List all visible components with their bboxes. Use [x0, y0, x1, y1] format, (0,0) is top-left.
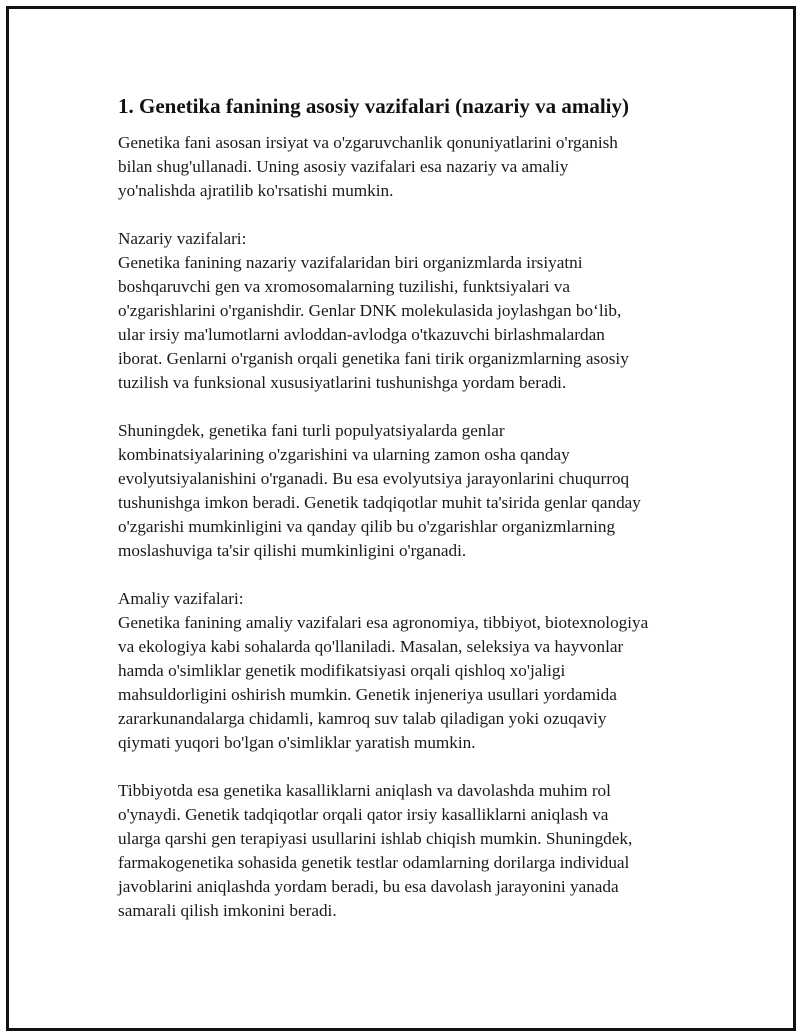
paragraph-theoretical-tasks — [118, 227, 698, 395]
text-line: tushunishga imkon beradi. Genetik tadqiqotlar muhit ta'sirida genlar qanday — [118, 493, 641, 512]
text-line: moslashuviga ta'sir qilishi mumkinligini o'rganadi. — [118, 541, 467, 560]
text-line: va ekologiya kabi sohalarda qo'llaniladi. Masalan, seleksiya va hayvonlar — [118, 637, 624, 656]
text-line: Genetika fanining nazariy vazifalaridan biri organizmlarda irsiyatni — [118, 253, 583, 272]
text-line: yo'nalishda ajratilib ko'rsatishi mumkin. — [118, 181, 394, 200]
text-line: qiymati yuqori bo'lgan o'simliklar yaratish mumkin. — [118, 733, 476, 752]
text-line: o'ynaydi. Genetik tadqiqotlar orqali qator irsiy kasalliklarni aniqlash va — [118, 805, 609, 824]
text-line: ular irsiy ma'lumotlarni avloddan-avlodga o'tkazuvchi birlashmalardan — [118, 325, 605, 344]
document-body — [118, 92, 698, 947]
text-line: o'zgarishlarini o'rganishdir. Genlar DNK molekulasida joylashgan bo‘lib, — [118, 301, 622, 320]
text-line: samarali qilish imkonini beradi. — [118, 901, 337, 920]
text-line: ularga qarshi gen terapiyasi usullarini ishlab chiqish mumkin. Shuningdek, — [118, 829, 633, 848]
text-line: iborat. Genlarni o'rganish orqali genetika fani tirik organizmlarning asosiy — [118, 349, 629, 368]
text-line: o'zgarishi mumkinligini va qanday qilib bu o'zgarishlar organizmlarning — [118, 517, 616, 536]
text-line: bilan shug'ullanadi. Uning asosiy vazifalari esa nazariy va amaliy — [118, 157, 569, 176]
paragraph-population-genetics — [118, 419, 698, 563]
paragraph-medicine — [118, 779, 698, 923]
text-line: farmakogenetika sohasida genetik testlar odamlarning dorilarga individual — [118, 853, 630, 872]
paragraph-intro — [118, 131, 698, 203]
text-line: kombinatsiyalarining o'zgarishini va ularning zamon osha qanday — [118, 445, 570, 464]
section-heading: 1. Genetika fanining asosiy vazifalari (nazariy va amaliy) — [118, 94, 629, 118]
text-line: boshqaruvchi gen va xromosomalarning tuzilishi, funktsiyalari va — [118, 277, 571, 296]
paragraph-practical-tasks — [118, 587, 698, 755]
subsection-label-theoretical: Nazariy vazifalari: — [118, 229, 247, 248]
text-line: Shuningdek, genetika fani turli populyatsiyalarda genlar — [118, 421, 505, 440]
subsection-label-practical: Amaliy vazifalari: — [118, 589, 244, 608]
text-line: Genetika fanining amaliy vazifalari esa agronomiya, tibbiyot, biotexnologiya — [118, 613, 649, 632]
text-line: hamda o'simliklar genetik modifikatsiyasi orqali qishloq xo'jaligi — [118, 661, 566, 680]
text-line: tuzilish va funksional xususiyatlarini tushunishga yordam beradi. — [118, 373, 567, 392]
text-line: zararkunandalarga chidamli, kamroq suv talab qiladigan yoki ozuqaviy — [118, 709, 607, 728]
text-line: Genetika fani asosan irsiyat va o'zgaruvchanlik qonuniyatlarini o'rganish — [118, 133, 618, 152]
text-line: evolyutsiyalanishini o'rganadi. Bu esa evolyutsiya jarayonlarini chuqurroq — [118, 469, 630, 488]
text-line: javoblarini aniqlashda yordam beradi, bu esa davolash jarayonini yanada — [118, 877, 619, 896]
text-line: mahsuldorligini oshirish mumkin. Genetik injeneriya usullari yordamida — [118, 685, 617, 704]
text-line: Tibbiyotda esa genetika kasalliklarni aniqlash va davolashda muhim rol — [118, 781, 611, 800]
